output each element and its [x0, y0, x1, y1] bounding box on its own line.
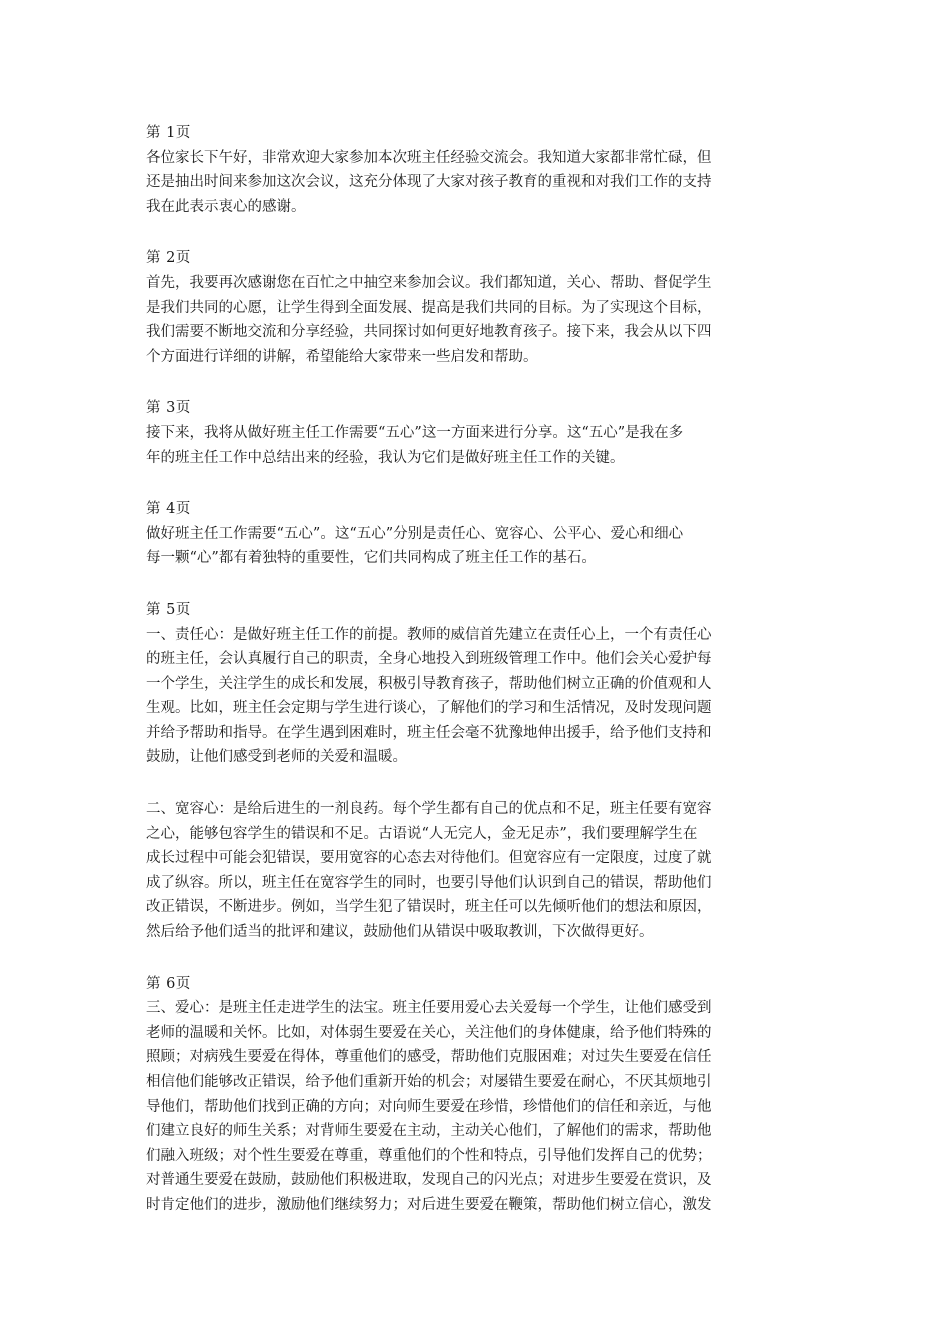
section-page-4 — [146, 497, 806, 571]
section-spacer — [146, 219, 806, 246]
paragraph: 二、宽容心：是给后进生的一剂良药。每个学生都有自己的优点和不足，班主任要有宽容 之心，能够包容学生的错误和不足。古语说“人无完人，金无足赤”，我们要理解学生在 成长过程中可能会犯错误，要用宽容的心态去对待他们。但宽容应有一定限度，过度了就 成了纵容。所以，班主任在宽容学生的同时，也要引导他们认识到自己的错误，帮助他们 改正错误，不断进步。例如，当学生犯了错误时，班主任可以先倾听他们的想法和原因， 然后给予他们适当的批评和建议，鼓励他们从错误中吸取教训，下次做得更好。 — [146, 801, 712, 941]
paragraph: 一、责任心：是做好班主任工作的前提。教师的威信首先建立在责任心上，一个有责任心 的班主任，会认真履行自己的职责，全身心地投入到班级管理工作中。他们会关心爱护每 一个学生，关注学生的成长和发展，积极引导教育孩子，帮助他们树立正确的价值观和人 生观。比如，班主任会定期与学生进行谈心，了解他们的学习和生活情况，及时发现问题 并给予帮助和指导。在学生遇到困难时，班主任会毫不犹豫地伸出援手，给予他们支持和 鼓励，让他们感受到老师的关爱和温暖。 — [146, 626, 712, 766]
section-page-1 — [146, 121, 806, 219]
page-label: 第 2页 — [146, 250, 191, 267]
page-label: 第 3页 — [146, 400, 191, 417]
page-label: 第 5页 — [146, 601, 191, 618]
section-spacer — [146, 470, 806, 497]
paragraph: 做好班主任工作需要“五心”。这“五心”分别是责任心、宽容心、公平心、爱心和细心 每一颗“心”都有着独特的重要性，它们共同构成了班主任工作的基石。 — [146, 525, 684, 567]
page-label: 第 1页 — [146, 125, 191, 141]
section-spacer — [146, 945, 806, 972]
section-page-3 — [146, 396, 806, 470]
paragraph: 首先，我要再次感谢您在百忙之中抽空来参加会议。我们都知道，关心、帮助、督促学生 是我们共同的心愿，让学生得到全面发展、提高是我们共同的目标。为了实现这个目标， 我们需要不断地交流和分享经验，共同探讨如何更好地教育孩子。接下来，我会从以下四 个方面进行详细的讲解，希望能给大家带来一些启发和帮助。 — [146, 274, 712, 365]
paragraph: 三、爱心：是班主任走进学生的法宝。班主任要用爱心去关爱每一个学生，让他们感受到 老师的温暖和关怀。比如，对体弱生要爱在关心，关注他们的身体健康，给予他们特殊的 照顾；对病残生要爱在得体，尊重他们的感受，帮助他们克服困难；对过失生要爱在信任 相信他们能够改正错误，给予他们重新开始的机会；对屡错生要爱在耐心，不厌其烦地引 导他们，帮助他们找到正确的方向；对向师生要爱在珍惜，珍惜他们的信任和亲近，与他 们建立良好的师生关系；对背师生要爱在主动，主动关心他们，了解他们的需求，帮助他 们融入班级；对个性生要爱在尊重，尊重他们的个性和特点，引导他们发挥自己的优势； 对普通生要爱在鼓励，鼓励他们积极进取，发现自己的闪光点；对进步生要爱在赏识，及 时肯定他们的进步，激励他们继续努力；对后进生要爱在鞭策，帮助他们树立信心，激发 — [146, 1000, 712, 1213]
section-spacer — [146, 571, 806, 598]
section-page-5 — [146, 598, 806, 945]
section-spacer — [146, 369, 806, 396]
paragraph: 接下来，我将从做好班主任工作需要“五心”这一方面来进行分享。这“五心”是我在多 年的班主任工作中总结出来的经验，我认为它们是做好班主任工作的关键。 — [146, 424, 684, 466]
page-label: 第 6页 — [146, 975, 191, 992]
page-label: 第 4页 — [146, 501, 191, 518]
paragraph-spacer — [146, 770, 806, 797]
section-page-6 — [146, 972, 806, 1218]
document-page — [146, 121, 806, 1218]
paragraph: 各位家长下午好，非常欢迎大家参加本次班主任经验交流会。我知道大家都非常忙碌，但 还是抽出时间来参加这次会议，这充分体现了大家对孩子教育的重视和对我们工作的支持 我在此表示衷心的感谢。 — [146, 149, 712, 215]
section-page-2 — [146, 246, 806, 369]
